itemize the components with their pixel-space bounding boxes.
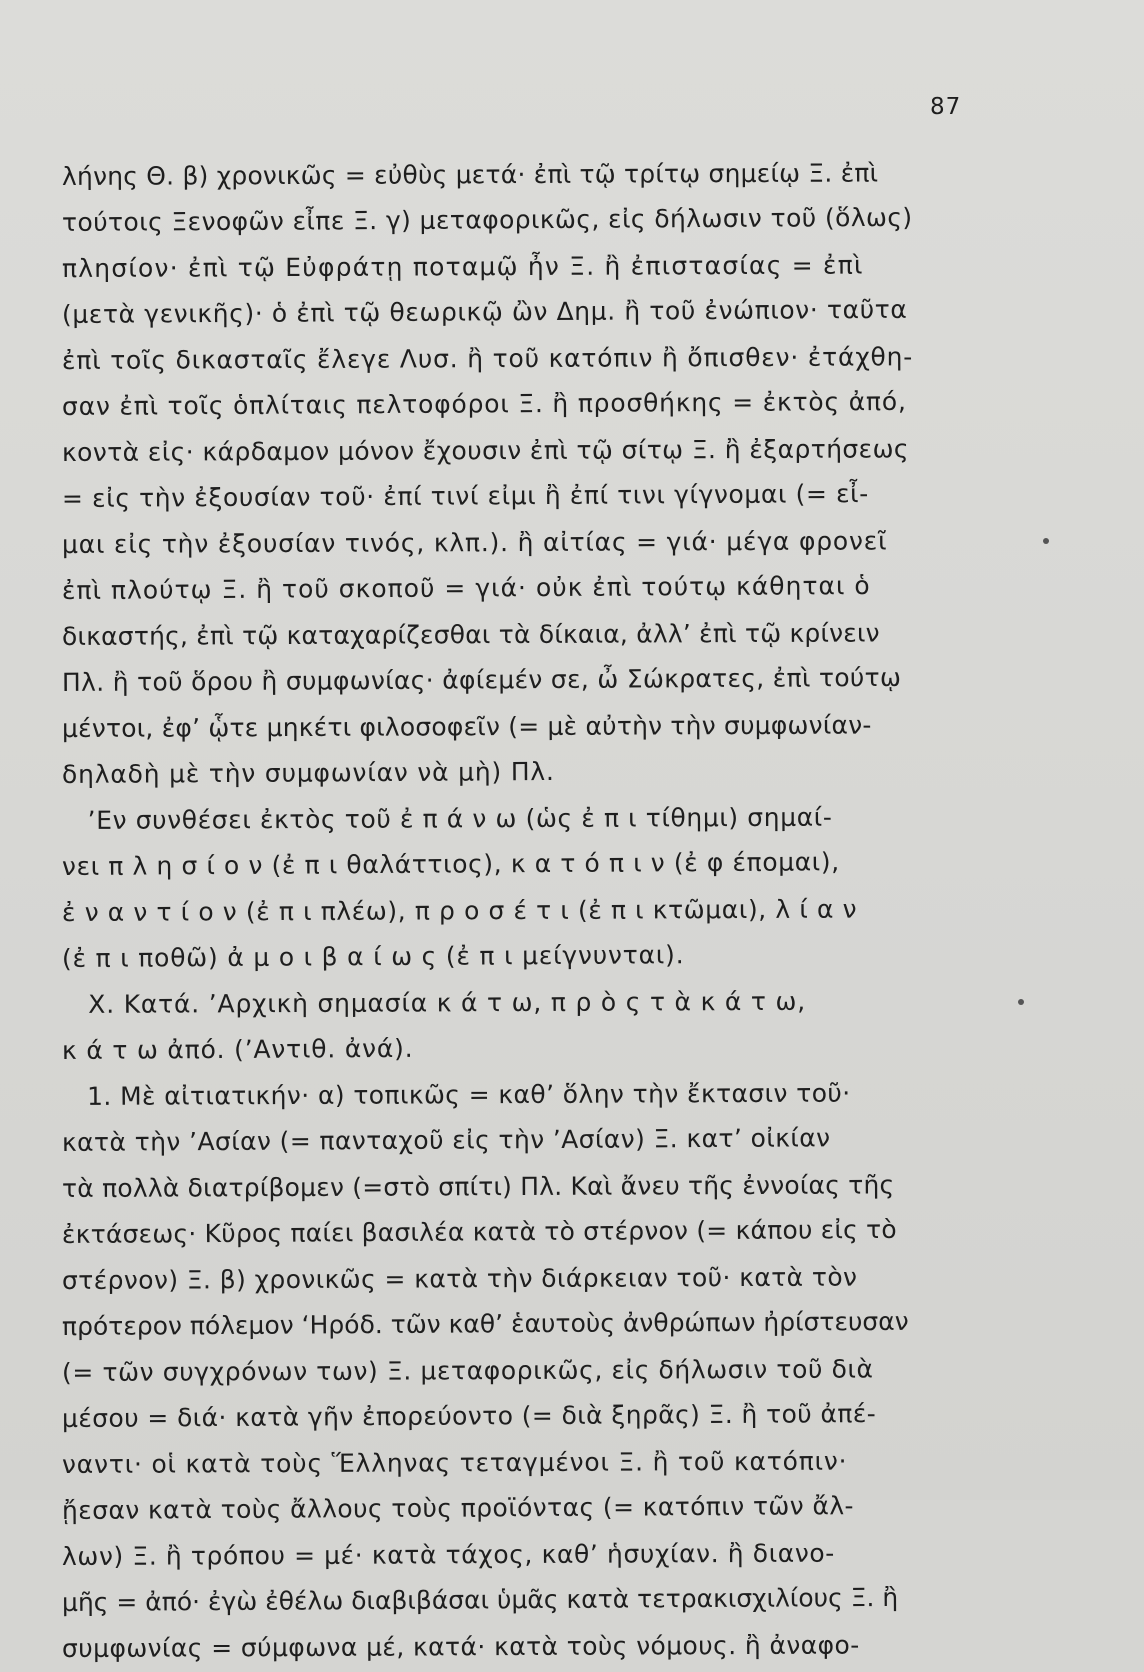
text-line: (ἐ π ι ποθῶ) ἀ μ ο ι β α ί ω ς (ἐ π ι μείγνυνται). — [61, 940, 685, 973]
text-line: 1. Μὲ αἰτιατικήν· α) τοπικῶς = καθ’ ὅλην τὴν ἔκτασιν τοῦ· — [61, 1078, 851, 1111]
text-line: ’Εν συνθέσει ἐκτὸς τοῦ ἐ π ά ν ω (ὡς ἐ π ι τίθημι) σημαί- — [61, 802, 833, 835]
text-line: κατὰ τὴν ’Ασίαν (= πανταχοῦ εἰς τὴν ’Ασίαν) Ξ. κατ’ οἰκίαν — [61, 1123, 831, 1157]
text-line: ἐπὶ τοῖς δικασταῖς ἔλεγε Λυσ. ἢ τοῦ κατόπιν ἢ ὄπισθεν· ἐτάχθη- — [61, 342, 914, 375]
text-line: = εἰς τὴν ἐξουσίαν τοῦ· ἐπί τινί εἰμι ἢ ἐπί τινι γίγνομαι (= εἶ- — [61, 479, 869, 513]
text-line: κοντὰ εἰς· κάρδαμον μόνον ἔχουσιν ἐπὶ τῷ σίτῳ Ξ. ἢ ἐξαρτήσεως — [61, 434, 910, 467]
text-line: μῆς = ἀπό· ἐγὼ ἐθέλω διαβιβάσαι ὑμᾶς κατὰ τετρακισχιλίους Ξ. ἢ — [61, 1582, 899, 1617]
text-line: λων) Ξ. ἢ τρόπου = μέ· κατὰ τάχος, καθ’ ἡσυχίαν. ἢ διανο- — [61, 1538, 835, 1571]
text-line: λήνης Θ. β) χρονικῶς = εὐθὺς μετά· ἐπὶ τῷ τρίτῳ σημείῳ Ξ. ἐπὶ — [61, 158, 879, 191]
text-line: Πλ. ἢ τοῦ ὅρου ἢ συμφωνίας· ἀφίεμέν σε, ὦ Σώκρατες, ἐπὶ τούτῳ — [61, 662, 902, 697]
text-line: Χ. Κατά. ’Αρχικὴ σημασία κ ά τ ω, π ρ ὸ ς τ ὰ κ ά τ ω, — [61, 986, 806, 1019]
text-line: ᾔεσαν κατὰ τοὺς ἄλλους τοὺς προϊόντας (= κατόπιν τῶν ἄλ- — [61, 1491, 854, 1525]
text-line: ναντι· οἱ κατὰ τοὺς Ἕλληνας τεταγμένοι Ξ. ἢ τοῦ κατόπιν· — [61, 1446, 848, 1479]
text-line: ἐκτάσεως· Κῦρος παίει βασιλέα κατὰ τὸ στέρνον (= κάπου εἰς τὸ — [61, 1214, 897, 1249]
page-number: 87 — [930, 94, 962, 120]
text-line: σαν ἐπὶ τοῖς ὁπλίταις πελτοφόροι Ξ. ἢ προσθήκης = ἐκτὸς ἀπό, — [61, 386, 907, 421]
text-line: τὰ πολλὰ διατρίβομεν (=στὸ σπίτι) Πλ. Καὶ ἄνευ τῆς ἐννοίας τῆς — [61, 1170, 895, 1203]
text-line: στέρνον) Ξ. β) χρονικῶς = κατὰ τὴν διάρκειαν τοῦ· κατὰ τὸν — [61, 1262, 858, 1295]
text-line: ἐ ν α ν τ ί ο ν (ἐ π ι πλέω), π ρ ο σ έ τ ι (ἐ π ι κτῶμαι), λ ί α ν — [61, 894, 858, 927]
text-line: δικαστής, ἐπὶ τῷ καταχαρίζεσθαι τὰ δίκαια, ἀλλ’ ἐπὶ τῷ κρίνειν — [61, 618, 880, 651]
text-line: κ ά τ ω ἀπό. (’Αντιθ. ἀνά). — [61, 1033, 414, 1065]
page-speck — [1043, 538, 1049, 544]
text-line: νει π λ η σ ί ο ν (ἐ π ι θαλάττιος), κ α τ ό π ι ν (ἐ φ έπομαι), — [61, 847, 840, 881]
text-line: μέσου = διά· κατὰ γῆν ἐπορεύοντο (= διὰ ξηρᾶς) Ξ. ἢ τοῦ ἀπέ- — [61, 1399, 877, 1433]
text-line: ἐπὶ πλούτῳ Ξ. ἢ τοῦ σκοποῦ = γιά· οὐκ ἐπὶ τούτῳ κάθηται ὁ — [61, 571, 871, 605]
text-line: μαι εἰς τὴν ἐξουσίαν τινός, κλπ.). ἢ αἰτίας = γιά· μέγα φρονεῖ — [61, 526, 888, 559]
body-text — [62, 154, 992, 1672]
text-line: δηλαδὴ μὲ τὴν συμφωνίαν νὰ μὴ) Πλ. — [61, 756, 555, 789]
text-line: (μετὰ γενικῆς)· ὁ ἐπὶ τῷ θεωρικῷ ὢν Δημ. ἢ τοῦ ἐνώπιον· ταῦτα — [61, 294, 908, 329]
text-line: πλησίον· ἐπὶ τῷ Εὐφράτῃ ποταμῷ ἦν Ξ. ἢ ἐπιστασίας = ἐπὶ — [61, 250, 864, 283]
text-line: συμφωνίας = σύμφωνα μέ, κατά· κατὰ τοὺς νόμους. ἢ ἀναφο- — [61, 1630, 860, 1663]
text-line: (= τῶν συγχρόνων των) Ξ. μεταφορικῶς, εἰς δήλωσιν τοῦ διὰ — [61, 1354, 874, 1387]
text-line: τούτοις Ξενοφῶν εἶπε Ξ. γ) μεταφορικῶς, εἰς δήλωσιν τοῦ (ὅλως) — [61, 202, 913, 237]
page-speck — [1018, 999, 1024, 1005]
text-line: πρότερον πόλεμον ‘Ηρόδ. τῶν καθ’ ἑαυτοὺς ἀνθρώπων ἠρίστευσαν — [61, 1306, 909, 1341]
text-line: μέντοι, ἐφ’ ᾧτε μηκέτι φιλοσοφεῖν (= μὲ αὐτὴν τὴν συμφωνίαν- — [61, 710, 872, 743]
